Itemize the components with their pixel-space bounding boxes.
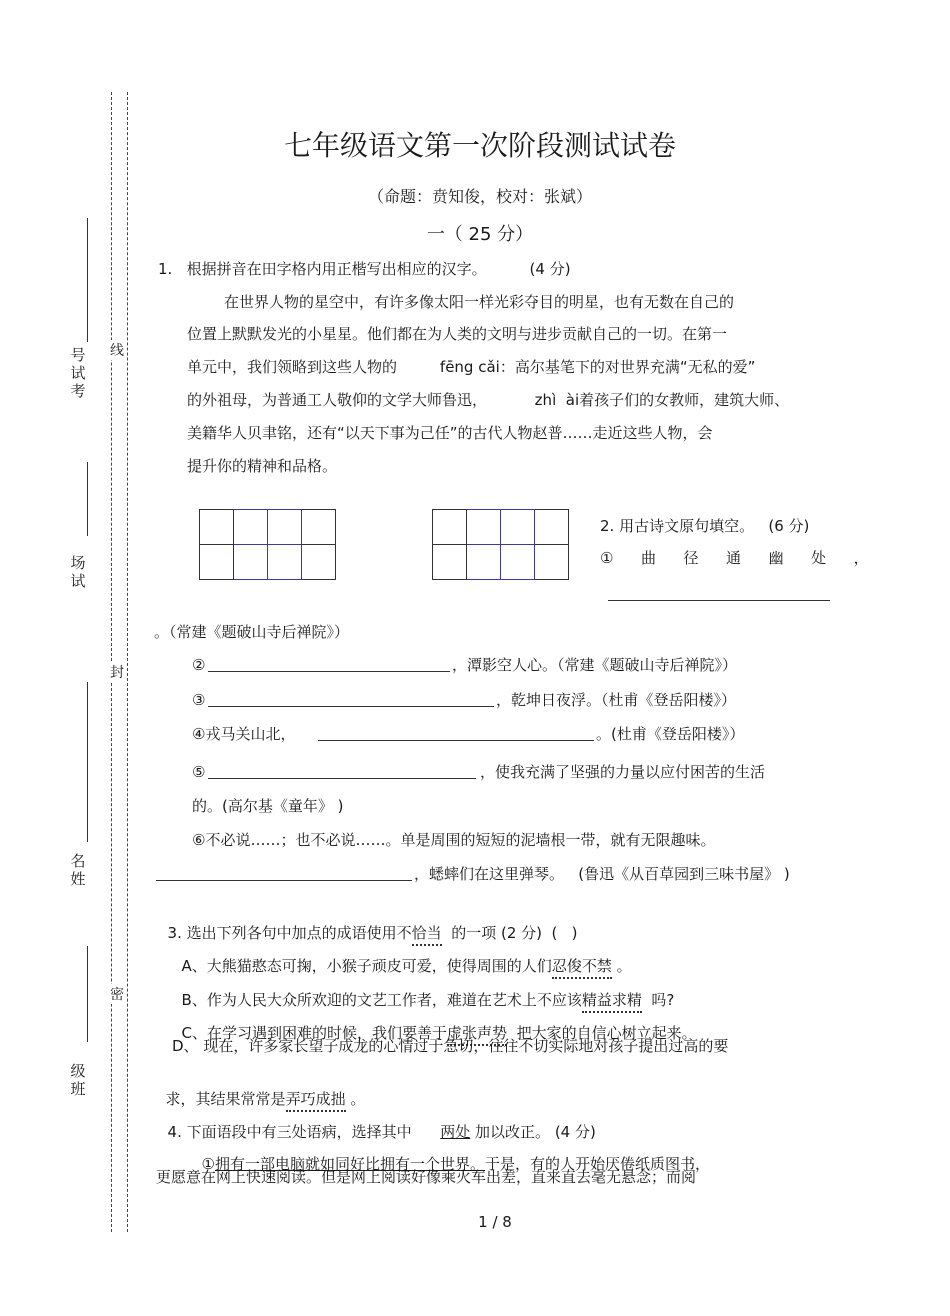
- class-label: 级 班: [70, 1062, 86, 1098]
- q3-option-d: D、 现在，许多家长望子成龙的心情过于急切，往往不切实际地对孩子提出过高的要: [172, 1037, 729, 1055]
- q1-line-2: 位置上默默发光的小星星。他们都在为人类的文明与进步贡献自己的一切。在第一: [187, 325, 728, 343]
- class-line: [87, 946, 88, 1042]
- exam-room-line: [87, 462, 88, 536]
- q2-item2-num: ②: [192, 656, 206, 674]
- q4-line-1-num: ①: [201, 1155, 215, 1173]
- q4-stem-tail: 加以改正。 (4 分): [475, 1123, 596, 1141]
- exam-number-label: 号 试 考: [70, 346, 86, 400]
- q2-item1: ① 曲 径 通 幽 处 ，: [600, 549, 875, 567]
- q3-option-b-text: B、作为人民大众所欢迎的文艺工作者，难道在艺术上不应该: [181, 991, 582, 1009]
- q3-option-d-tail: 。: [350, 1090, 366, 1108]
- q3-option-d-idiom: 弄巧成拙: [286, 1090, 346, 1112]
- q1-line-5: 美籍华人贝聿铭，还有“以天下事为己任”的古代人物赵普……走近这些人物，会: [187, 424, 713, 442]
- q3-option-a-idiom: 忍俊不禁: [552, 957, 612, 979]
- seal-mark-feng: 封: [110, 662, 124, 682]
- q1-stem: 1. 根据拼音在田字格内用正楷写出相应的汉字。 (4 分): [158, 260, 571, 278]
- q2-item4-blank[interactable]: [318, 726, 594, 741]
- q2-item3-num: ③: [192, 691, 206, 709]
- q2-item6-blank[interactable]: [156, 866, 412, 881]
- q2-item5-blank[interactable]: [208, 764, 476, 779]
- tianzi-grid-1[interactable]: [199, 509, 336, 580]
- q4-line-1-underlined: 拥有一部电脑就如同好比拥有一个世界。: [215, 1155, 486, 1173]
- q2-item2-blank[interactable]: [208, 657, 450, 672]
- q3-option-c-text: C、在学习遇到困难的时候，我们要善于: [181, 1024, 448, 1042]
- q3-option-b-idiom: 精益求精: [582, 991, 642, 1013]
- q2-item4-source: 。(杜甫《登岳阳楼》）: [596, 725, 745, 743]
- q3-option-b-tail: 吗?: [651, 991, 675, 1009]
- binding-dashed-line-right: [127, 92, 128, 1232]
- q2-item5-cont: 的。(高尔基《童年》 ): [192, 797, 344, 815]
- q2-item5-num: ⑤: [192, 763, 206, 781]
- page-number: 1 / 8: [478, 1213, 512, 1231]
- q2-item3-blank[interactable]: [208, 692, 494, 707]
- q2-item1-source: 。（常建《题破山寺后禅院》）: [154, 623, 350, 641]
- q3-option-a-text: A、大熊猫憨态可掬，小猴子顽皮可爱，使得周围的人们: [181, 957, 552, 975]
- seal-mark-xian: 线: [110, 340, 124, 360]
- q1-line-1: 在世界人物的星空中，有许多像太阳一样光彩夺目的明星，也有无数在自己的: [224, 293, 735, 311]
- q4-stem-emphasis: 两处: [440, 1123, 471, 1141]
- section-heading: 一（ 25 分）: [426, 224, 534, 245]
- q2-item3: ，乾坤日夜浮。（杜甫《登岳阳楼》）: [496, 691, 737, 709]
- name-line: [87, 682, 88, 842]
- q2-item5: ，使我充满了坚强的力量以应付困苦的生活: [480, 763, 766, 781]
- tianzi-grid-2[interactable]: [432, 509, 569, 580]
- q4-stem-text: 4. 下面语段中有三处语病，选择其中: [167, 1123, 412, 1141]
- exam-room-label: 场 试: [70, 554, 86, 590]
- q3-option-c-idiom: 虚张声势: [447, 1024, 507, 1046]
- seal-mark-mi: 密: [110, 984, 124, 1004]
- q2-item1-blank[interactable]: [608, 586, 830, 601]
- q3-option-c-tail: 把大家的自信心树立起来。: [516, 1024, 697, 1042]
- q1-line-6: 提升你的精神和品格。: [187, 457, 338, 475]
- q4-line-2: 更愿意在网上快速阅读。但是网上阅读好像乘火车出差，直来直去毫无悬念；而阅: [156, 1168, 697, 1186]
- q2-item4: ④戎马关山北，: [192, 725, 296, 743]
- q2-item6-source: ，蟋蟀们在这里弹琴。 (鲁迅《从百草园到三味书屋》 ): [414, 865, 790, 883]
- q1-line-4: 的外祖母，为普通工人敬仰的文学大师鲁迅， zhì ài着孩子们的女教师，建筑大师、: [187, 391, 790, 409]
- q1-line-3: 单元中，我们领略到这些人物的 fēng cǎi：高尔基笔下的对世界充满“无私的爱”: [187, 358, 756, 376]
- q3-stem-emphasis: 恰当: [412, 924, 442, 946]
- page-subtitle: （命题：贲知俊，校对：张斌）: [367, 187, 592, 206]
- q4-line-1-rest: 于是，有的人开始厌倦纸质图书，: [485, 1155, 711, 1173]
- name-label: 名 姓: [70, 852, 86, 888]
- q3-option-d-text: 求，其结果常常是: [165, 1090, 286, 1108]
- page-title: 七年级语文第一次阶段测试试卷: [283, 129, 676, 162]
- q3-stem-text: 3. 选出下列各句中加点的成语使用不: [167, 924, 412, 942]
- q3-option-a-tail: 。: [616, 957, 632, 975]
- q2-item2: ，潭影空人心。（常建《题破山寺后禅院》）: [452, 656, 738, 674]
- q3-stem-tail: 的一项 (2 分) ( ): [451, 924, 578, 942]
- q2-item6: ⑥不必说……；也不必说……。单是周围的短短的泥墙根一带，就有无限趣味。: [192, 831, 716, 849]
- q2-stem: 2. 用古诗文原句填空。 (6 分): [600, 517, 810, 535]
